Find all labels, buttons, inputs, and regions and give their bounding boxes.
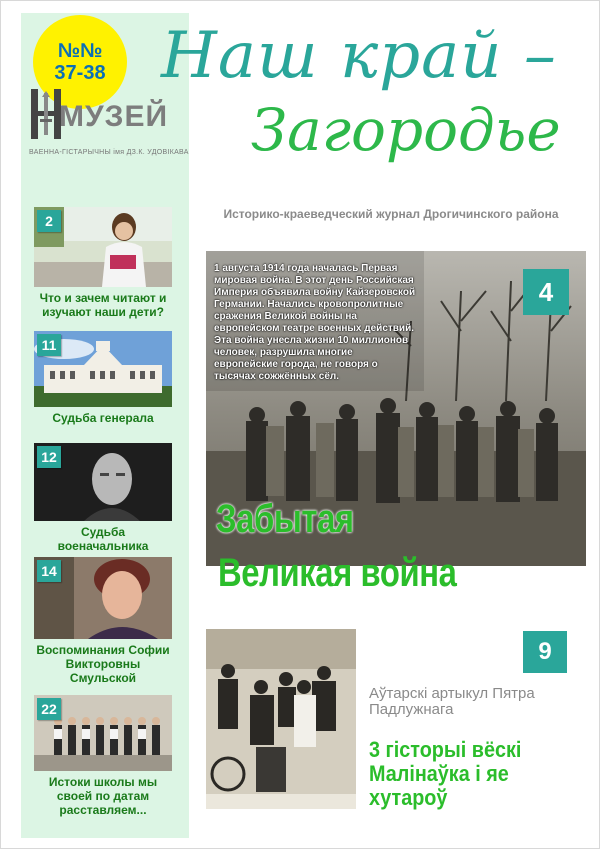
main-story-text: 1 августа 1914 года началась Первая мировая война. В этот день Российская Империя объявила войну Кайзеровской Германии. Начались кровопролитные сражения Великой войны на европейском театре военных действий. Эта война унесла жизни 10 миллионов человек, разрушила многие европейские города, не говоря о тысячах сожжённых сёл. [214, 263, 416, 382]
reading-photo [34, 207, 172, 287]
sidebar-item-caption: Судьба военачальника [57, 525, 149, 553]
museum-logo-block [29, 89, 189, 173]
bottom-story-photo[interactable] [206, 629, 356, 809]
main-story-headline-line2[interactable]: Великая война [218, 551, 457, 595]
bottom-story-title[interactable]: 3 гісторыі вёскі Малінаўка і яе хутароў [369, 737, 522, 810]
page-number-badge: 2 [37, 210, 61, 232]
museum-logo-icon [29, 89, 63, 145]
issue-number-label: №№ [57, 40, 103, 62]
sidebar-item-caption: Воспоминания Софии Викторовны Смульской [36, 643, 170, 685]
bottom-story-page-badge: 9 [523, 631, 567, 673]
issue-number: 37-38 [54, 62, 106, 84]
sidebar-item-caption: Истоки школы мы своей по датам расставляем... [48, 775, 158, 817]
woman-photo [34, 557, 172, 639]
page-number-badge: 14 [37, 560, 61, 582]
page-number-badge: 22 [37, 698, 61, 720]
sidebar-item-caption: Что и зачем читают и изучают наши дети? [39, 291, 167, 319]
sidebar-item-caption: Судьба генерала [52, 411, 154, 425]
main-story-page-badge: 4 [523, 269, 569, 315]
school-photo [34, 695, 172, 771]
portrait-photo [34, 443, 172, 521]
sidebar-item-school[interactable] [34, 695, 172, 817]
main-story-headline-line1[interactable]: Забытая [216, 497, 354, 541]
museum-name: МУЗЕЙ [59, 100, 169, 133]
magazine-subtitle: Историко-краеведческий журнал Дрогичинского района [223, 207, 559, 221]
magazine-title-line2: Загородье [251, 96, 561, 164]
page-number-badge: 11 [37, 334, 61, 356]
manor-photo [34, 331, 172, 407]
magazine-title-line1: Наш край – [161, 19, 557, 93]
sidebar-item-commander[interactable] [34, 443, 172, 553]
sidebar-item-reading[interactable] [34, 207, 172, 319]
sidebar-item-memoirs[interactable] [34, 557, 172, 685]
museum-subtitle: ВАЕННА-ГІСТАРЫЧНЫ імя ДЗ.К. УДОВІКАВА [29, 149, 189, 156]
page-number-badge: 12 [37, 446, 61, 468]
bottom-story-author: Аўтарскі артыкул Пятра Падлужнага [369, 685, 535, 718]
sidebar-item-general[interactable] [34, 331, 172, 425]
